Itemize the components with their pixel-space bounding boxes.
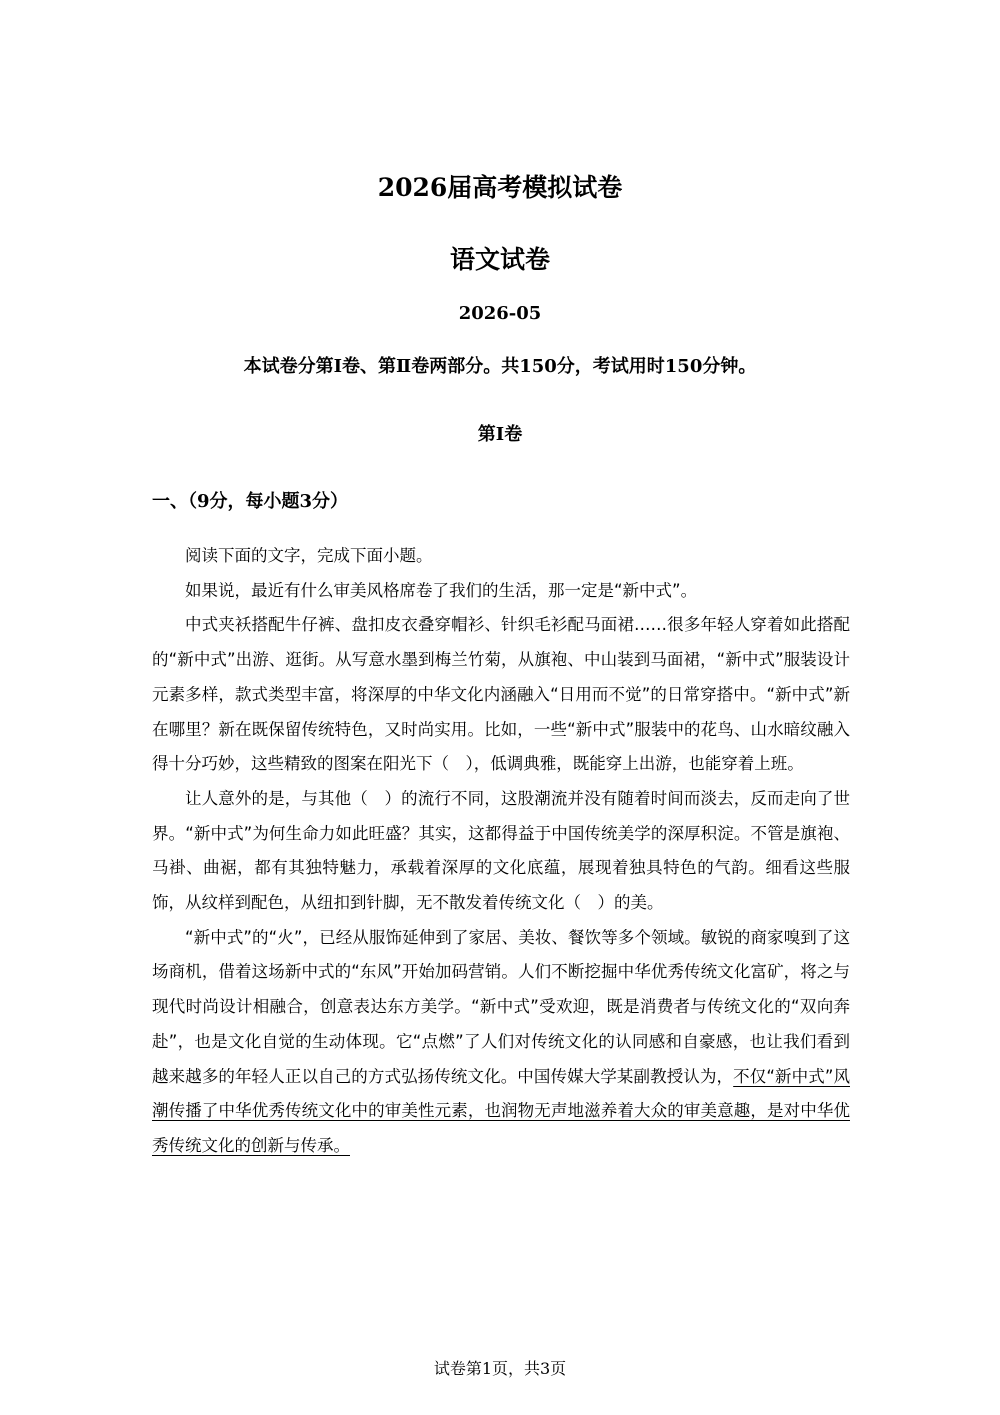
subject-title: 语文试卷 xyxy=(449,245,550,274)
exam-note: 本试卷分第Ⅰ卷、第Ⅱ卷两部分。共150分，考试用时150分钟。 xyxy=(243,356,757,377)
instruction-paragraph: 阅读下面的文字，完成下面小题。 xyxy=(185,546,433,565)
page-footer: 试卷第1页，共3页 xyxy=(433,1359,567,1378)
passage-paragraph-4 xyxy=(152,921,850,1164)
passage-paragraph-3: 让人意外的是，与其他（ ）的流行不同，这股潮流并没有随着时间而淡去，反而走向了世界。“新中式”为何生命力如此旺盛？其实，这都得益于中国传统美学的深厚积淀。不管是旗袍、马褂、曲裾，都有其独特魅力，承载着深厚的文化底蕴，展现着独具特色的气韵。细看这些服饰，从纹样到配色，从纽扣到针脚，无不散发着传统文化（ ）的美。 xyxy=(152,788,850,913)
underlined-sentence: 不仅“新中式”风潮传播了中华优秀传统文化中的审美性元素，也润物无声地滋养着大众的审美意趣，是对中华优秀传统文化的创新与传承。 xyxy=(152,1066,850,1155)
exam-date: 2026-05 xyxy=(458,303,542,324)
paragraph-text: “新中式”的“火”，已经从服饰延伸到了家居、美妆、餐饮等多个领域。敏锐的商家嗅到了这场商机，借着这场新中式的“东风”开始加码营销。人们不断挖掘中华优秀传统文化富矿，将之与现代时尚设计相融合，创意表达东方美学。“新中式”受欢迎，既是消费者与传统文化的“双向奔赴”，也是文化自觉的生动体现。它“点燃”了人们对传统文化的认同感和自豪感，也让我们看到越来越多的年轻人正以自己的方式弘扬传统文化。中国传媒大学某副教授认为， xyxy=(152,927,850,1086)
passage-paragraph-2: 中式夹袄搭配牛仔裤、盘扣皮衣叠穿帽衫、针织毛衫配马面裙……很多年轻人穿着如此搭配的“新中式”出游、逛街。从写意水墨到梅兰竹菊，从旗袍、中山装到马面裙，“新中式”服装设计元素多样，款式类型丰富，将深厚的中华文化内涵融入“日用而不觉”的日常穿搭中。“新中式”新在哪里？新在既保留传统特色，又时尚实用。比如，一些“新中式”服装中的花鸟、山水暗纹融入得十分巧妙，这些精致的图案在阳光下（ ），低调典雅，既能穿上出游，也能穿着上班。 xyxy=(152,615,850,774)
section-heading: 一、（9分，每小题3分） xyxy=(152,491,349,512)
exam-title: 2026届高考模拟试卷 xyxy=(377,173,623,202)
volume-heading: 第Ⅰ卷 xyxy=(477,424,523,445)
passage-paragraph-1: 如果说，最近有什么审美风格席卷了我们的生活，那一定是“新中式”。 xyxy=(185,580,698,600)
reading-passage xyxy=(152,539,850,1164)
